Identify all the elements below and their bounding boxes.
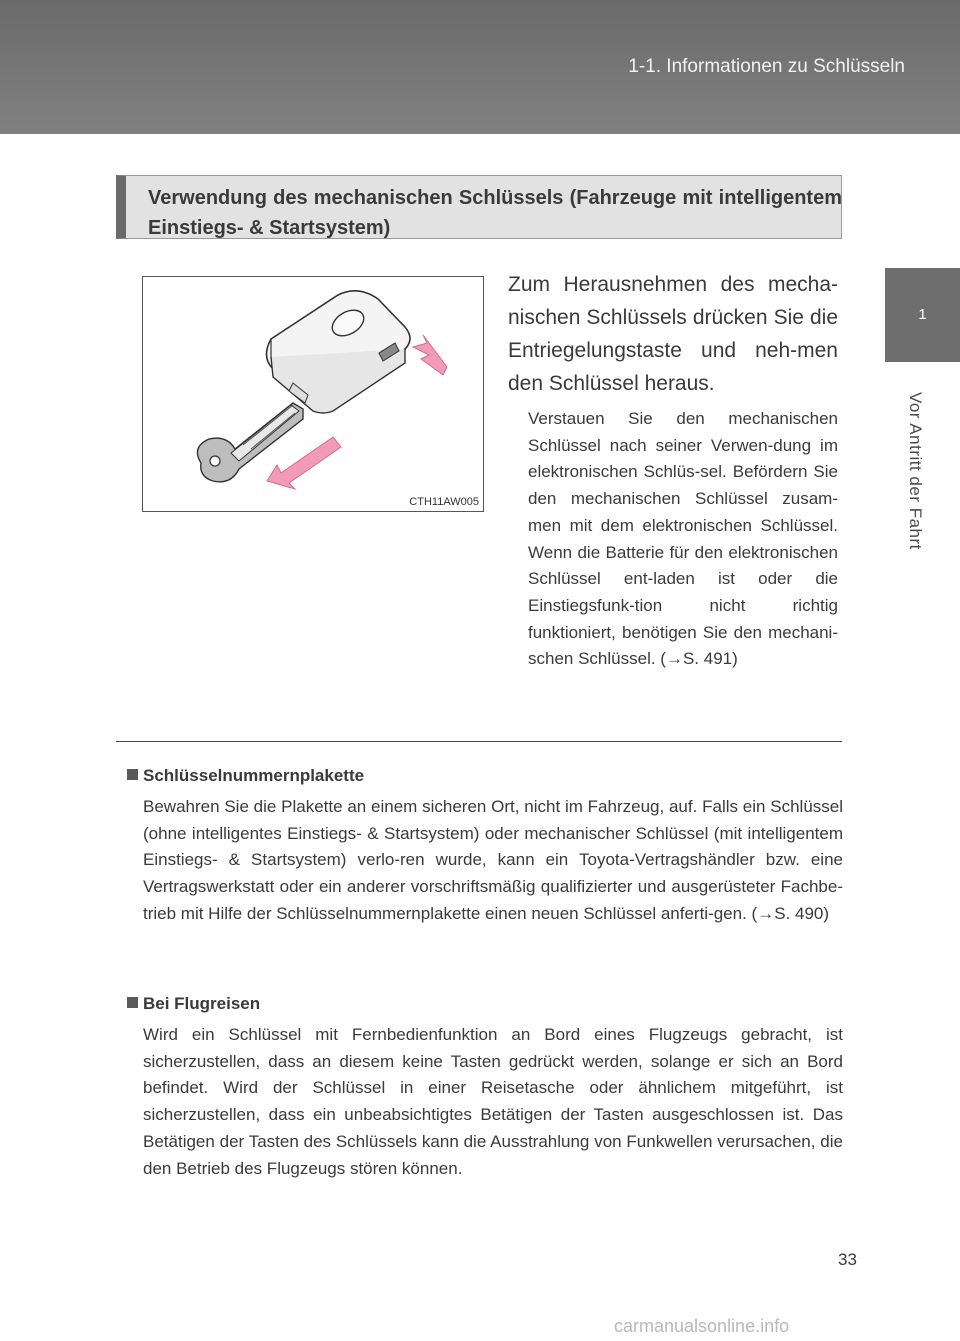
square-bullet-icon bbox=[127, 997, 138, 1008]
push-arrow-icon bbox=[413, 335, 447, 375]
item-heading-key-number-plate bbox=[127, 766, 364, 786]
section-title: Verwendung des mechanischen Schlüssels (Fahrzeuge mit intelligentem Einstiegs- & Startsystem) bbox=[148, 187, 842, 239]
key-illustration bbox=[142, 276, 484, 512]
note-paragraph: Verstauen Sie den mechanischen Schlüssel nach seiner Verwen-dung im elektronischen Schlüs-sel. Befördern Sie den mechanischen Schlüssel zusam-men mit dem elektronischen Schlüssel. Wenn die Batterie für den elektronischen Schlüssel ent-laden ist oder die Einstiegsfunk-tion nicht richtig funktioniert, benötigen Sie den mechani-schen Schlüssel. (→S. 491) bbox=[528, 409, 838, 669]
item-text-key-number-plate: Bewahren Sie die Plakette an einem sicheren Ort, nicht im Fahrzeug, auf. Falls ein Schlüssel (ohne intelligentes Einstiegs- & Startsystem) oder mechanischer Schlüssel (mit intelligentem Einstiegs- & Startsystem) verlo-ren wurde, kann ein Toyota-Vertragshändler bzw. eine Vertragswerkstatt oder ein anderer vorschriftsmäßig qualifizierter und ausgerüsteter Fachbe-trieb mit Hilfe der Schlüsselnummernplakette einen neuen Schlüssel anferti-gen. (→S. 490) bbox=[143, 797, 843, 923]
section-heading-box bbox=[116, 175, 842, 239]
key-illustration-svg bbox=[143, 277, 483, 511]
item-text-air-travel: Wird ein Schlüssel mit Fernbedienfunktion an Bord eines Flugzeugs gebracht, ist sicherzustellen, dass an diesem keine Tasten gedrückt werden, solange er sich an Bord befindet. Wird der Schlüssel in einer Reisetasche oder ähnlichem mitgeführt, ist sicherzustellen, dass ein unbeabsichtigtes Betätigen der Tasten ausgeschlossen ist. Das Betätigen der Tasten des Schlüssels kann die Ausstrahlung von Funkwellen verursachen, die den Betrieb des Flugzeugs stören können. bbox=[143, 1025, 843, 1178]
figure-code: CTH11AW005 bbox=[409, 496, 479, 508]
chapter-side-label: Vor Antritt der Fahrt bbox=[906, 392, 925, 550]
item-heading-air-travel bbox=[127, 994, 260, 1014]
square-bullet-icon bbox=[127, 769, 138, 780]
watermark: carmanualsonline.info bbox=[614, 1316, 790, 1336]
section-divider bbox=[116, 741, 842, 742]
electronic-key-icon bbox=[266, 291, 410, 413]
lead-paragraph: Zum Herausnehmen des mecha-nischen Schlüssels drücken Sie die Entriegelungstaste und neh-men den Schlüssel heraus. bbox=[508, 273, 838, 395]
chapter-tab: 1 bbox=[885, 268, 960, 362]
page-number: 33 bbox=[838, 1250, 857, 1269]
header-bar bbox=[0, 0, 960, 134]
item-heading-text: Bei Flugreisen bbox=[143, 994, 261, 1013]
pull-arrow-icon bbox=[267, 437, 341, 489]
item-heading-text: Schlüsselnummernplakette bbox=[143, 766, 365, 785]
running-title: 1-1. Informationen zu Schlüsseln bbox=[628, 56, 905, 77]
